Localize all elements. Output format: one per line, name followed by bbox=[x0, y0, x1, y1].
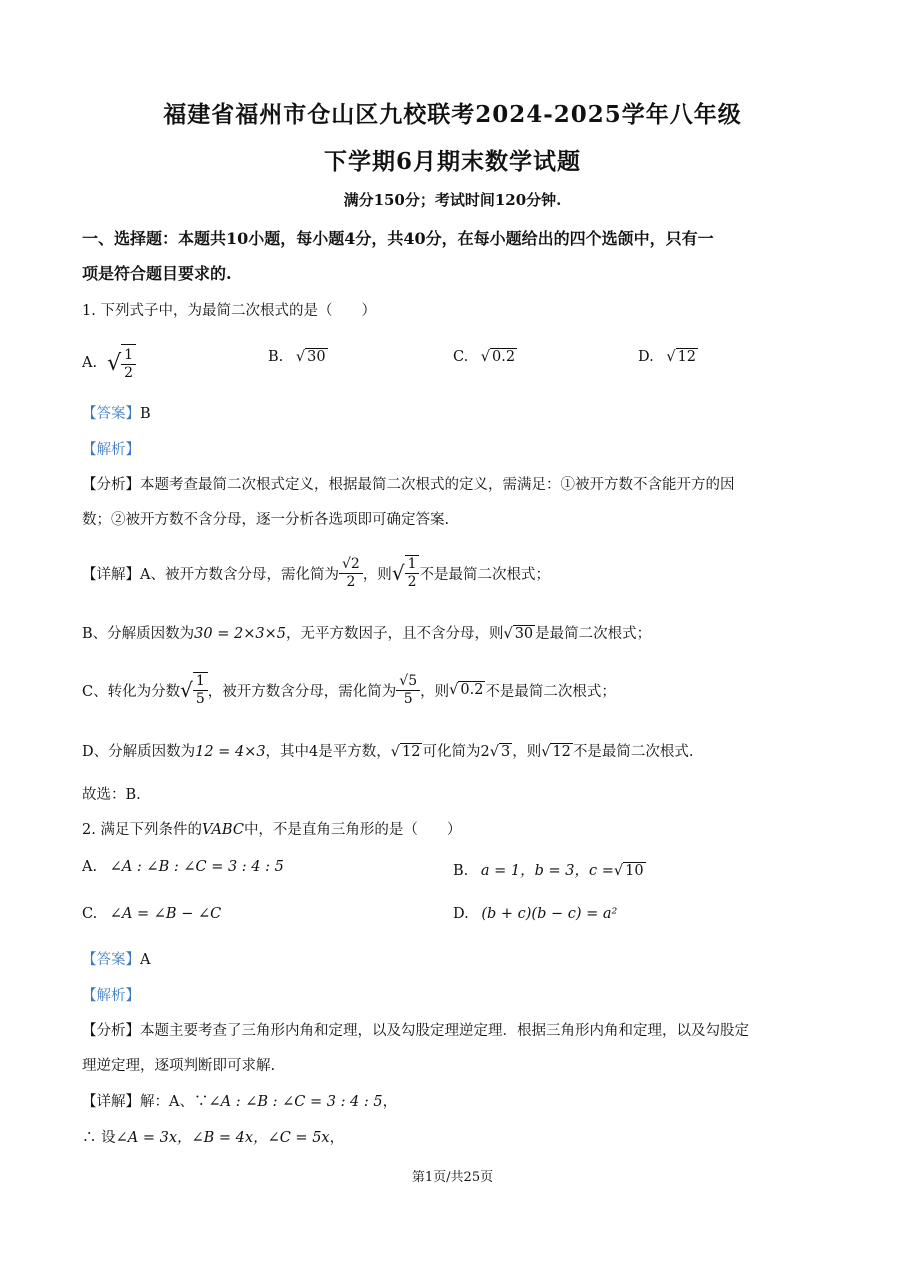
q2-option-b-letter: B. bbox=[453, 863, 469, 879]
q1-option-c-letter: C. bbox=[453, 349, 469, 365]
answer-value: A bbox=[140, 952, 151, 968]
q1-conclusion: 故选：B. bbox=[82, 787, 141, 803]
q2-answer bbox=[82, 948, 150, 969]
q1-fenxi-line2: 数；②被开方数不含分母，逐一分析各选项即可确定答案. bbox=[82, 512, 450, 528]
q1-option-d bbox=[638, 349, 698, 365]
q2-stem-post: 中，不是直角三角形的是（ ） bbox=[243, 822, 462, 838]
q2-option-a-text: ∠A : ∠B : ∠C = 3 : 4 : 5 bbox=[109, 859, 284, 875]
q1-analysis-tag: 【解析】 bbox=[82, 442, 140, 458]
detail-d-mid2: 可化简为 bbox=[422, 744, 481, 760]
detail-d-mid: ，其中4是平方数， bbox=[265, 744, 391, 760]
q2-option-b-text: a = 1，b = 3，c = bbox=[480, 863, 614, 879]
detail-d-post: 不是最简二次根式. bbox=[572, 744, 694, 760]
answer-tag: 【答案】 bbox=[82, 406, 140, 422]
detail-b-text: B、分解质因数为 bbox=[82, 626, 195, 642]
q1-answer bbox=[82, 402, 151, 423]
detail-d-radicand2: 12 bbox=[552, 744, 571, 760]
detail-d-simp-radicand: 3 bbox=[500, 744, 511, 760]
sqrt-icon: √ bbox=[541, 744, 551, 760]
q1-option-b-radicand: 30 bbox=[307, 349, 326, 365]
detail-c-fraction2 bbox=[396, 673, 420, 708]
q2-option-b bbox=[453, 859, 646, 880]
sqrt-icon: √ bbox=[295, 349, 306, 365]
fraction-numerator: 1 bbox=[193, 673, 208, 691]
section-heading-line1: 一、选择题：本题共10小题，每小题4分，共40分，在每小题给出的四个选颌中，只有一 bbox=[82, 229, 714, 248]
detail-d-coef: 2 bbox=[480, 744, 490, 760]
q2-detail-line1 bbox=[82, 1090, 397, 1111]
q2-option-d-letter: D. bbox=[453, 906, 469, 922]
fenxi-text: 本题主要考查了三角形内角和定理，以及勾股定理逆定理．根据三角形内角和定理，以及勾股定 bbox=[140, 1023, 749, 1039]
q1-option-b bbox=[268, 349, 328, 365]
detail-d-radicand: 12 bbox=[402, 744, 421, 760]
sqrt-icon: √ bbox=[449, 682, 459, 698]
sqrt-icon: √ bbox=[391, 561, 405, 585]
detail-d-expr: 12 = 4×3 bbox=[195, 744, 266, 760]
fraction-denominator: 2 bbox=[346, 573, 356, 590]
fraction-denominator: 5 bbox=[403, 690, 413, 707]
detail-line1-expr: ∠A : ∠B : ∠C = 3 : 4 : 5 bbox=[208, 1094, 383, 1110]
sqrt-icon: √ bbox=[613, 863, 624, 879]
detail-line1-pre: 解：A、∵ bbox=[140, 1094, 209, 1110]
sqrt-icon: √ bbox=[480, 349, 491, 365]
q1-option-c bbox=[453, 349, 517, 365]
detail-tag: 【详解】 bbox=[82, 1094, 140, 1110]
q2-option-a-letter: A. bbox=[82, 859, 98, 875]
fenxi-text: 本题考查最简二次根式定义，根据最简二次根式的定义，需满足：①被开方数不含能开方的因 bbox=[140, 477, 735, 493]
fraction-numerator: √2 bbox=[339, 556, 363, 574]
detail-b-expr: 30 = 2×3×5 bbox=[194, 626, 286, 642]
sqrt-icon: √ bbox=[503, 626, 513, 642]
q2-fenxi-line1 bbox=[82, 1019, 749, 1040]
detail-c-post: 不是最简二次根式； bbox=[485, 683, 616, 700]
q1-stem: 1. 下列式子中，为最简二次根式的是（ ） bbox=[82, 303, 376, 319]
detail-line2-expr: ∠A = 3x，∠B = 4x，∠C = 5x bbox=[115, 1130, 330, 1146]
detail-c-text: C、转化为分数 bbox=[82, 683, 181, 700]
q1-option-c-radicand: 0.2 bbox=[492, 349, 516, 365]
sqrt-icon: √ bbox=[107, 350, 122, 376]
q1-option-d-radicand: 12 bbox=[677, 349, 697, 365]
q2-fenxi-line2: 理逆定理，逐项判断即可求解. bbox=[82, 1058, 276, 1074]
detail-c-radicand: 0.2 bbox=[460, 682, 484, 698]
detail-line2-post: ， bbox=[329, 1130, 345, 1146]
sqrt-icon: √ bbox=[180, 678, 193, 702]
detail-tag: 【详解】 bbox=[82, 566, 140, 583]
doc-title-line1: 福建省福州市仓山区九校联考2024-2025学年八年级 bbox=[163, 101, 742, 128]
fraction-numerator: 1 bbox=[405, 556, 420, 574]
fraction-denominator: 2 bbox=[407, 574, 417, 590]
q2-analysis-tag: 【解析】 bbox=[82, 988, 140, 1004]
detail-a-text: A、被开方数含分母，需化简为 bbox=[140, 566, 339, 583]
detail-a-sqrt-fraction bbox=[405, 555, 420, 591]
detail-c-mid: ，被开方数含分母，需化简为 bbox=[207, 683, 397, 700]
q1-option-a bbox=[82, 338, 136, 388]
fraction-numerator: 1 bbox=[121, 347, 136, 365]
q1-option-b-letter: B. bbox=[268, 349, 284, 365]
detail-b-radicand: 30 bbox=[514, 626, 534, 642]
q2-detail-line2 bbox=[82, 1126, 344, 1147]
doc-title-line2: 下学期6月期末数学试题 bbox=[323, 148, 581, 175]
answer-value: B bbox=[140, 406, 151, 422]
section-heading-line2: 项是符合题目要求的. bbox=[82, 264, 232, 283]
q1-option-d-letter: D. bbox=[638, 349, 654, 365]
detail-d-mid3: ，则 bbox=[512, 744, 542, 760]
q1-detail-a bbox=[82, 548, 550, 598]
detail-a-mid: ，则 bbox=[362, 566, 392, 583]
detail-c-fraction bbox=[193, 672, 208, 708]
detail-d-text: D、分解质因数为 bbox=[82, 744, 196, 760]
q2-option-c-letter: C. bbox=[82, 906, 98, 922]
sqrt-icon: √ bbox=[666, 349, 676, 365]
q1-detail-d bbox=[82, 740, 694, 761]
answer-tag: 【答案】 bbox=[82, 952, 140, 968]
q2-option-c bbox=[82, 906, 221, 922]
detail-a-post: 不是最简二次根式； bbox=[419, 566, 550, 583]
q2-stem-pre: 2. 满足下列条件的 bbox=[82, 822, 202, 838]
q1-option-a-letter: A. bbox=[82, 355, 98, 371]
q1-fenxi-line1 bbox=[82, 473, 735, 494]
fraction-denominator: 2 bbox=[124, 365, 134, 381]
q2-option-c-text: ∠A = ∠B − ∠C bbox=[109, 906, 222, 922]
q2-option-b-radicand: 10 bbox=[625, 863, 644, 879]
fenxi-tag: 【分析】 bbox=[82, 1023, 140, 1039]
fraction-numerator: √5 bbox=[396, 673, 420, 691]
q2-triangle: VABC bbox=[201, 822, 244, 838]
q1-detail-c bbox=[82, 665, 616, 715]
page-footer: 第1页/共25页 bbox=[411, 1170, 494, 1185]
detail-c-mid2: ，则 bbox=[420, 683, 450, 700]
detail-b-mid: ，无平方数因子，且不含分母，则 bbox=[285, 626, 504, 642]
fenxi-tag: 【分析】 bbox=[82, 477, 140, 493]
q2-option-d-text: (b + c)(b − c) = a² bbox=[481, 906, 618, 922]
detail-a-fraction bbox=[339, 556, 363, 591]
detail-line2-pre: ∴ 设 bbox=[82, 1130, 116, 1146]
fraction-denominator: 5 bbox=[195, 691, 205, 707]
detail-line1-post: ， bbox=[382, 1094, 398, 1110]
sqrt-icon: √ bbox=[390, 744, 401, 760]
sqrt-icon: √ bbox=[489, 744, 499, 760]
q2-option-a bbox=[82, 859, 284, 875]
q1-detail-b bbox=[82, 622, 651, 643]
doc-subtitle: 满分150分；考试时间120分钟. bbox=[343, 191, 562, 209]
detail-b-post: 是最简二次根式； bbox=[535, 626, 652, 642]
q2-option-d bbox=[453, 906, 617, 922]
q1-option-a-fraction bbox=[121, 344, 136, 382]
q2-stem bbox=[82, 818, 461, 839]
